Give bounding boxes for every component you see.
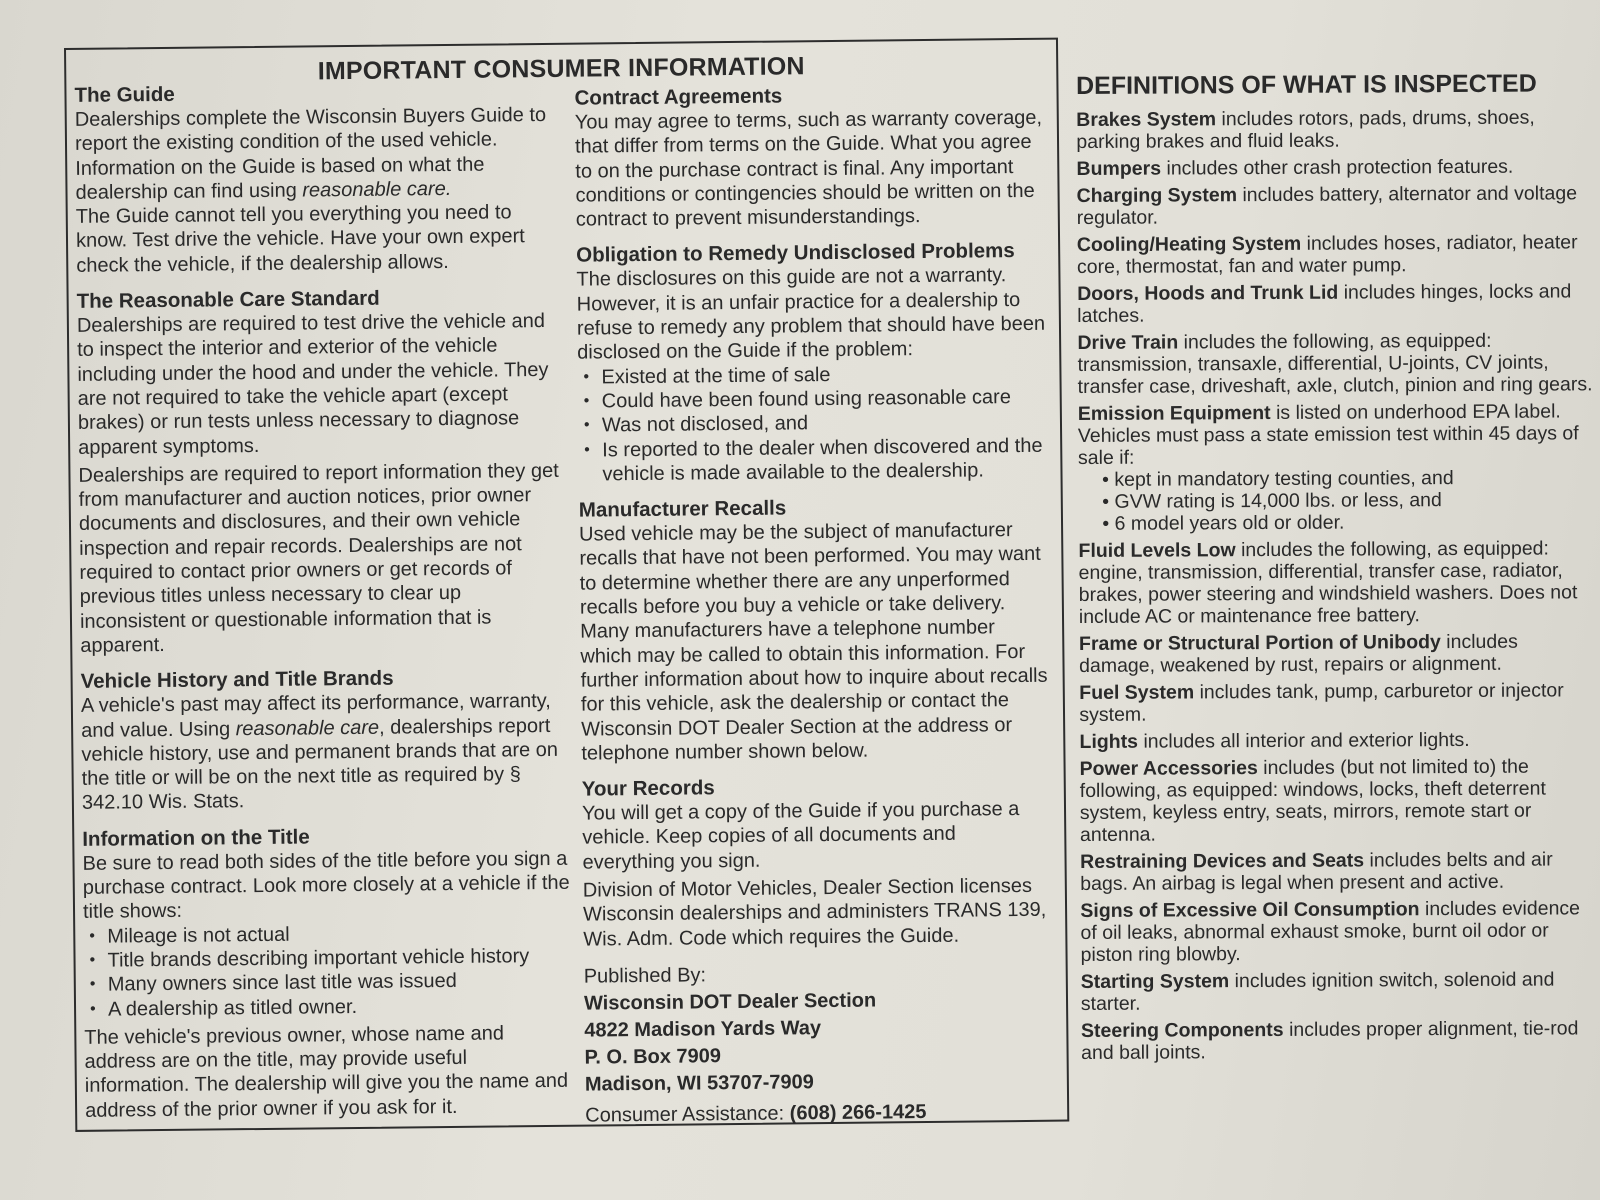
def-cooling: Cooling/Heating System includes hoses, radiator, heater core, thermostat, fan and water pump. [1076, 231, 1578, 278]
heading-records: Your Records [581, 776, 715, 801]
box-title: IMPORTANT CONSUMER INFORMATION [317, 52, 805, 86]
section-obligation [576, 239, 1049, 487]
heading-vehicle-history: Vehicle History and Title Brands [80, 666, 394, 694]
section-guide [74, 79, 566, 278]
definitions-column [1076, 69, 1600, 1069]
publisher-address-3: Madison, WI 53707-7909 [584, 1071, 814, 1096]
title-text-1: Be sure to read both sides of the title before you sign a purchase contract. Look more closely at a vehicle if the title shows: [82, 847, 570, 924]
publisher-address-1: 4822 Madison Yards Way [584, 1017, 822, 1042]
care-text-2: Dealerships are required to report information they get from manufacturer and auction notices, prior owner documents and disclosures, and their own vehicle inspection and repair records. Dealerships are not required to contact prior owners or get records of previous titles unless necessary to clear up inconsistent or questionable information that is apparent. [78, 459, 559, 657]
title-text-2: The vehicle's previous owner, whose name and address are on the title, may provide useful information. The dealership will give you the name and address of the prior owner if you ask for it. [84, 1022, 569, 1122]
middle-column [574, 82, 1055, 1130]
def-brakes: Brakes System includes rotors, pads, drums, shoes, parking brakes and fluid leaks. [1076, 106, 1535, 153]
publisher-org: Wisconsin DOT Dealer Section [583, 989, 877, 1015]
obligation-text: The disclosures on this guide are not a warranty. However, it is an unfair practice for a dealership to refuse to remedy any problem that should have been disclosed on the Guide if the problem: [576, 264, 1046, 365]
care-text-1: Dealerships are required to test drive the vehicle and to inspect the interior and exterior of the vehicle including under the hood and under the vehicle. They are not required to take the vehicle apart (except brakes) or run tests unless necessary to diagnose apparent symptoms. [76, 310, 549, 459]
list-item: • Existed at the time of sale [601, 360, 1047, 389]
guide-text: Dealerships complete the Wisconsin Buyers Guide to report the existing condition of the used vehicle. Information on the Guide is based on what the dealership can find using reasonable care. [74, 103, 547, 204]
consumer-info-box [64, 38, 1069, 1132]
guide-text-2: The Guide cannot tell you everything you need to know. Test drive the vehicle. Have your own expert check the vehicle, if the dealership allows. [75, 201, 525, 277]
heading-obligation: Obligation to Remedy Undisclosed Problems [576, 239, 1015, 268]
list-item: • A dealership as titled owner. [108, 992, 574, 1021]
section-recalls [579, 494, 1052, 766]
publisher-block [584, 959, 1056, 1130]
section-contract [574, 82, 1045, 232]
heading-recalls: Manufacturer Recalls [578, 496, 787, 522]
def-bumpers: Bumpers includes other crash protection features. [1076, 155, 1514, 180]
left-column [74, 79, 575, 1135]
records-text-1: You will get a copy of the Guide if you purchase a vehicle. Keep copies of all documents and everything you sign. [581, 798, 1020, 874]
emission-bullet: • 6 model years old or older. [1102, 511, 1345, 535]
publisher-address-2: P. O. Box 7909 [584, 1045, 722, 1069]
list-item: • Could have been found using reasonable care [602, 385, 1048, 414]
list-item: • Title brands describing important vehicle history [107, 944, 573, 973]
def-fluid-levels: Fluid Levels Low includes the following, as equipped: engine, transmission, differential, transfer case, radiator, brakes, power steering and windshield washers. Does not include AC or maintenance free battery. [1078, 537, 1578, 628]
section-reasonable-care [77, 285, 571, 658]
published-by: Published By: [583, 964, 707, 988]
history-text: A vehicle's past may affect its performance, warranty, and value. Using reasonable care, dealerships report vehicle history, use and permanent brands that are on the title or will be on the next title as required by § 342.10 Wis. Stats. [80, 690, 559, 815]
heading-title-info: Information on the Title [82, 825, 310, 851]
def-steering: Steering Components includes proper alignment, tie-rod and ball joints. [1080, 1017, 1579, 1064]
consumer-assistance: Consumer Assistance: (608) 266-1425 [585, 1100, 927, 1127]
heading-contract: Contract Agreements [574, 84, 783, 110]
list-item: • Many owners since last title was issued [108, 968, 574, 997]
def-doors: Doors, Hoods and Trunk Lid includes hinges, locks and latches. [1077, 280, 1572, 327]
heading-guide: The Guide [74, 82, 175, 107]
list-item: • Mileage is not actual [107, 919, 573, 948]
def-frame: Frame or Structural Portion of Unibody includes damage, weakened by rust, repairs or alignment. [1078, 630, 1518, 677]
list-item: • Is reported to the dealer when discovered and the vehicle is made available to the dealership. [602, 433, 1048, 486]
emission-bullet: • kept in mandatory testing counties, and [1102, 467, 1454, 491]
def-emission: Emission Equipment is listed on underhood EPA label. Vehicles must pass a state emission test within 45 days of sale if: • kept in mandatory testing counties, and • GVW rating is 14,000 lbs. or less, and • 6 model years old or older. [1078, 400, 1599, 535]
contract-text: You may agree to terms, such as warranty coverage, that differ from terms on the Guide. What you agree to on the purchase contract is final. Any important conditions or contingencies should be written on the contract to prevent misunderstandings. [574, 106, 1043, 231]
title-list [83, 919, 574, 1021]
def-oil-consumption: Signs of Excessive Oil Consumption includes evidence of oil leaks, abnormal exhaust smoke, burnt oil odor or piston ring blowby. [1080, 897, 1581, 966]
recalls-text: Used vehicle may be the subject of manufacturer recalls that have not been performed. You may want to determine whether there are any unperformed recalls before you buy a vehicle or take delivery. Many manufacturers have a telephone number which may be called to obtain this information. For further information about how to inquire about recalls for this vehicle, ask the dealership or contact the Wisconsin DOT Dealer Section at the address or telephone number shown below. [579, 519, 1048, 765]
def-lights: Lights includes all interior and exterior lights. [1079, 728, 1470, 753]
def-restraining: Restraining Devices and Seats includes belts and air bags. An airbag is legal when present and active. [1080, 848, 1553, 895]
heading-reasonable-care: The Reasonable Care Standard [76, 286, 380, 313]
records-text-2: Division of Motor Vehicles, Dealer Section licenses Wisconsin dealerships and administers TRANS 139, Wis. Adm. Code which requires the Guide. [582, 874, 1047, 951]
def-starting: Starting System includes ignition switch, solenoid and starter. [1080, 968, 1555, 1015]
section-records [582, 773, 1054, 952]
section-title-info [82, 822, 575, 1122]
emission-bullet: • GVW rating is 14,000 lbs. or less, and [1102, 489, 1442, 513]
definitions-title: DEFINITIONS OF WHAT IS INSPECTED [1076, 69, 1537, 100]
section-vehicle-history [81, 665, 572, 816]
def-fuel: Fuel System includes tank, pump, carburetor or injector system. [1079, 679, 1564, 726]
def-charging: Charging System includes battery, alternator and voltage regulator. [1076, 182, 1578, 229]
obligation-list [577, 360, 1048, 486]
def-power-accessories: Power Accessories includes (but not limited to) the following, as equipped: windows, locks, theft deterrent system, keyless entry, seats, mirrors, remote start or antenna. [1079, 755, 1546, 846]
def-drive-train: Drive Train includes the following, as equipped: transmission, transaxle, differential, U-joints, CV joints, transfer case, driveshaft, axle, clutch, pinion and ring gears. [1077, 329, 1593, 398]
list-item: • Was not disclosed, and [602, 409, 1048, 438]
